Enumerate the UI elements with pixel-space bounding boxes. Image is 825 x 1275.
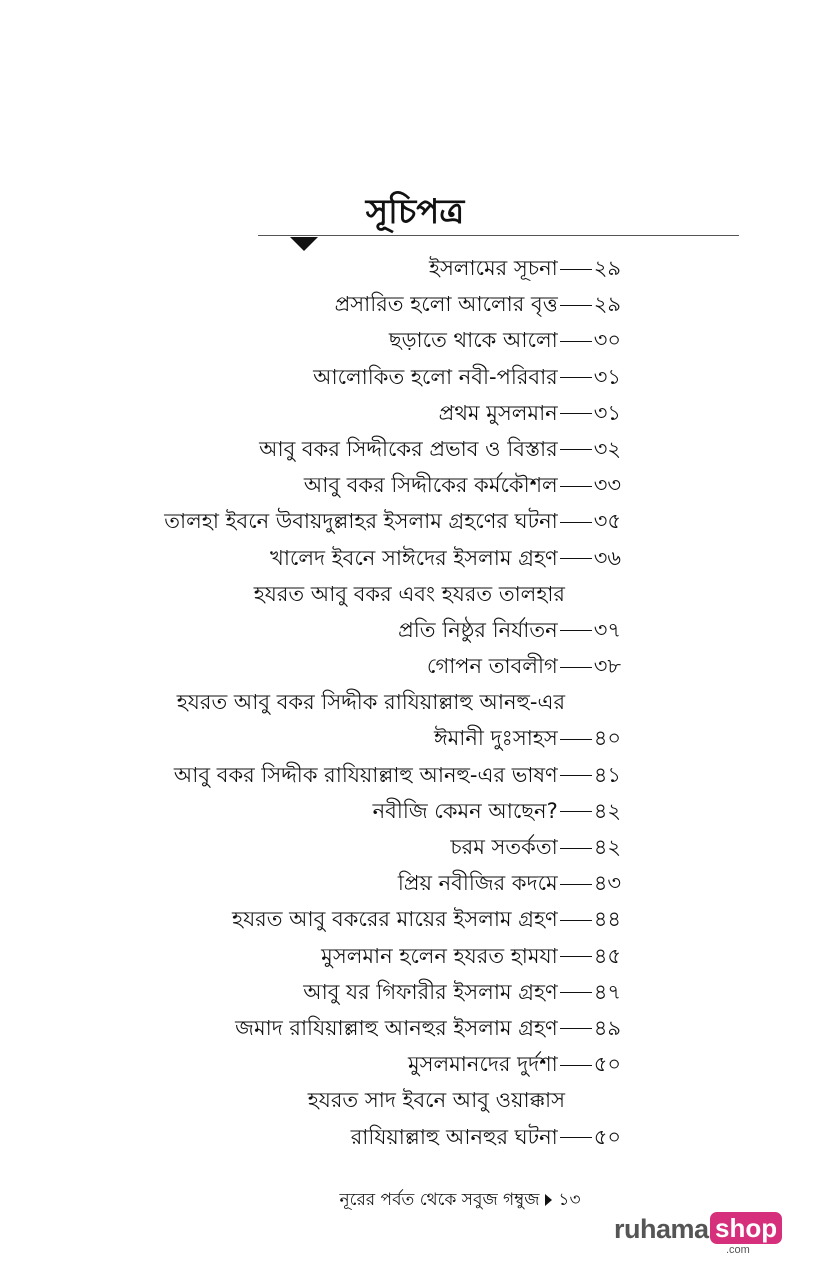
toc-entry [100,576,621,612]
toc-entry [100,322,621,358]
toc-entry-title: তালহা ইবনে উবায়দুল্লাহর ইসলাম গ্রহণের ঘটনা [164,509,558,534]
toc-entry-title: আবু বকর সিদ্দীক রাযিয়াল্লাহু আনহু-এর ভাষণ [173,762,558,787]
toc-entry [100,757,621,793]
toc-leader-dash [560,449,592,450]
toc-leader-dash [560,486,592,487]
toc-entry-page: ৫০ [593,1124,621,1149]
toc-entry-title: প্রসারিত হলো আলোর বৃত্ত [334,292,558,317]
toc-entry [100,540,621,576]
toc-entry-title: হযরত সাদ ইবনে আবু ওয়াক্কাস [307,1088,565,1113]
footer-book-title: নূরের পর্বত থেকে সবুজ গম্বুজ [339,1190,540,1210]
toc-entry-title: আবু যর গিফারীর ইসলাম গ্রহণ [303,979,558,1004]
toc-entry-page: ৪৩ [593,871,621,896]
toc-entry-title: হযরত আবু বকর সিদ্দীক রাযিয়াল্লাহু আনহু-এর [176,690,565,715]
toc-entry [100,431,621,467]
toc-entry [100,612,621,648]
toc-entry-page: ৩৩ [593,473,621,498]
toc-entry [100,720,621,756]
toc-list [100,250,621,1155]
toc-entry-title: জমাদ রাযিয়াল্লাহু আনহুর ইসলাম গ্রহণ [235,1015,558,1040]
toc-entry-title: চরম সতর্কতা [450,835,558,859]
toc-entry [100,1119,621,1155]
toc-leader-dash [560,522,592,523]
toc-entry [100,467,621,503]
toc-entry-page: ৪৭ [593,979,621,1004]
toc-entry-title: আলোকিত হলো নবী-পরিবার [313,364,558,389]
toc-entry-page: ৩৮ [593,654,621,679]
toc-entry [100,250,621,286]
toc-entry [100,286,621,322]
toc-entry-page: ৪২ [593,798,621,823]
toc-entry-page: ৩৫ [593,509,621,534]
toc-leader-dash [560,630,592,631]
toc-entry [100,684,621,720]
toc-entry-title: ঈমানী দুঃসাহস [433,726,558,751]
toc-entry-page: ২৯ [593,292,621,317]
toc-entry-page: ৪৯ [593,1015,621,1040]
ruhama-shop-watermark [614,1210,784,1260]
toc-heading: সূচিপত্র [365,192,465,232]
toc-entry [100,395,621,431]
toc-entry-title: মুসলমানদের দুর্দশা [407,1052,558,1077]
toc-leader-dash [560,884,592,885]
toc-leader-dash [560,1065,592,1066]
toc-entry-page: ৪২ [593,835,621,859]
toc-entry-page: ৪৪ [593,907,621,932]
heading-rule [258,235,739,236]
toc-entry-title: প্রিয় নবীজির কদমে [397,871,558,896]
toc-leader-dash [560,377,592,378]
toc-entry-page: ৪১ [593,762,621,787]
toc-entry-page: ৩১ [593,364,621,389]
watermark-name: ruhama [614,1214,709,1244]
toc-entry [100,1082,621,1118]
watermark-tag: shop [710,1212,782,1244]
toc-entry-page: ৫০ [593,1052,621,1077]
toc-entry [100,938,621,974]
toc-leader-dash [560,269,592,270]
toc-leader-dash [560,1137,592,1138]
toc-entry-title: খালেদ ইবনে সাঈদের ইসলাম গ্রহণ [270,545,558,570]
toc-entry-title: আবু বকর সিদ্দীকের প্রভাব ও বিস্তার [259,436,558,461]
toc-leader-dash [560,558,592,559]
toc-leader-dash [560,413,592,414]
toc-entry [100,359,621,395]
toc-entry [100,901,621,937]
toc-entry [100,648,621,684]
toc-entry-page: ৩২ [593,436,621,461]
toc-entry-page: ৩৭ [593,617,621,642]
toc-entry [100,1010,621,1046]
toc-entry-title: হযরত আবু বকরের মায়ের ইসলাম গ্রহণ [232,907,558,932]
toc-entry-title: মুসলমান হলেন হযরত হামযা [321,943,558,968]
toc-leader-dash [560,775,592,776]
toc-leader-dash [560,848,592,849]
toc-leader-dash [560,1028,592,1029]
watermark-domain: .com [726,1244,750,1256]
toc-entry-title: নবীজি কেমন আছেন? [372,798,558,823]
toc-entry-title: ছড়াতে থাকে আলো [388,328,558,353]
footer-page-number: ১৩ [558,1190,581,1210]
toc-leader-dash [560,739,592,740]
toc-entry-title: রাযিয়াল্লাহু আনহুর ঘটনা [350,1124,558,1149]
toc-entry-page: ৩৬ [593,545,621,570]
footer-triangle-icon [545,1194,552,1206]
toc-entry-title: গোপন তাবলীগ [426,654,558,679]
toc-entry-page: ৪৫ [593,943,621,968]
toc-leader-dash [560,956,592,957]
toc-entry [100,503,621,539]
toc-leader-dash [560,305,592,306]
toc-entry-title: হযরত আবু বকর এবং হযরত তালহার [253,581,565,606]
toc-entry-page: ২৯ [593,256,621,280]
toc-entry-title: প্রতি নিষ্ঠুর নির্যাতন [398,617,558,642]
toc-entry-title: ইসলামের সূচনা [429,256,558,280]
toc-leader-dash [560,667,592,668]
toc-leader-dash [560,811,592,812]
toc-entry-page: ৩০ [593,328,621,353]
toc-leader-dash [560,920,592,921]
toc-entry [100,1046,621,1082]
toc-entry [100,865,621,901]
toc-entry [100,793,621,829]
toc-entry-title: প্রথম মুসলমান [438,400,558,425]
toc-leader-dash [560,341,592,342]
toc-entry-page: ৪০ [593,726,621,751]
toc-leader-dash [560,992,592,993]
toc-entry-title: আবু বকর সিদ্দীকের কর্মকৌশল [303,473,558,498]
toc-entry [100,829,621,865]
toc-entry-page: ৩১ [593,400,621,425]
heading-marker-icon [290,237,318,251]
toc-entry [100,974,621,1010]
